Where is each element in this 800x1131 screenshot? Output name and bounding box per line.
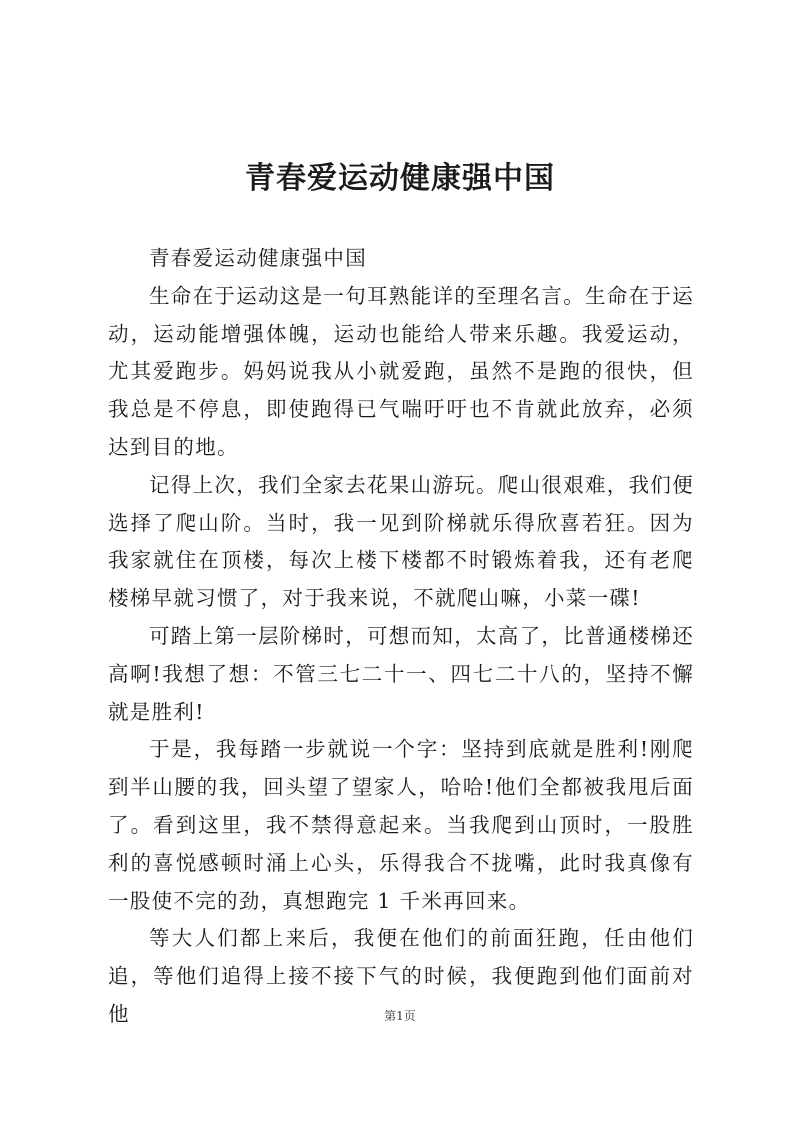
paragraph: 等大人们都上来后，我便在他们的前面狂跑，任由他们追，等他们追得上接不接下气的时候，我便跑到他们面前对他 (108, 926, 694, 1026)
paragraph: 可踏上第一层阶梯时，可想而知，太高了，比普通楼梯还高啊!我想了想：不管三七二十一、四七二十八的，坚持不懈就是胜利! (108, 623, 694, 724)
document-body (108, 240, 694, 1034)
paragraph: 于是，我每踏一步就说一个字：坚持到底就是胜利!刚爬到半山腰的我，回头望了望家人，哈哈!他们全都被我甩后面了。看到这里，我不禁得意起来。当我爬到山顶时，一股胜利的喜悦感顿时涌上心头，乐得我合不拢嘴，此时我真像有一股使不完的劲，真想跑完 1 千米再回来。 (108, 737, 694, 913)
document-title: 青春爱运动健康强中国 (245, 161, 555, 196)
page-number: 第1页 (384, 1009, 416, 1023)
paragraph: 记得上次，我们全家去花果山游玩。爬山很艰难，我们便选择了爬山阶。当时，我一见到阶梯就乐得欣喜若狂。因为我家就住在顶楼，每次上楼下楼都不时锻炼着我，还有老爬楼梯早就习惯了，对于我来说，不就爬山嘛，小菜一碟! (108, 472, 694, 611)
paragraph: 生命在于运动这是一句耳熟能详的至理名言。生命在于运动，运动能增强体魄，运动也能给人带来乐趣。我爱运动，尤其爱跑步。妈妈说我从小就爱跑，虽然不是跑的很快，但我总是不停息，即使跑得已气喘吁吁也不肯就此放弃，必须达到目的地。 (108, 283, 694, 459)
paragraph-subtitle: 青春爱运动健康强中国 (149, 246, 367, 270)
